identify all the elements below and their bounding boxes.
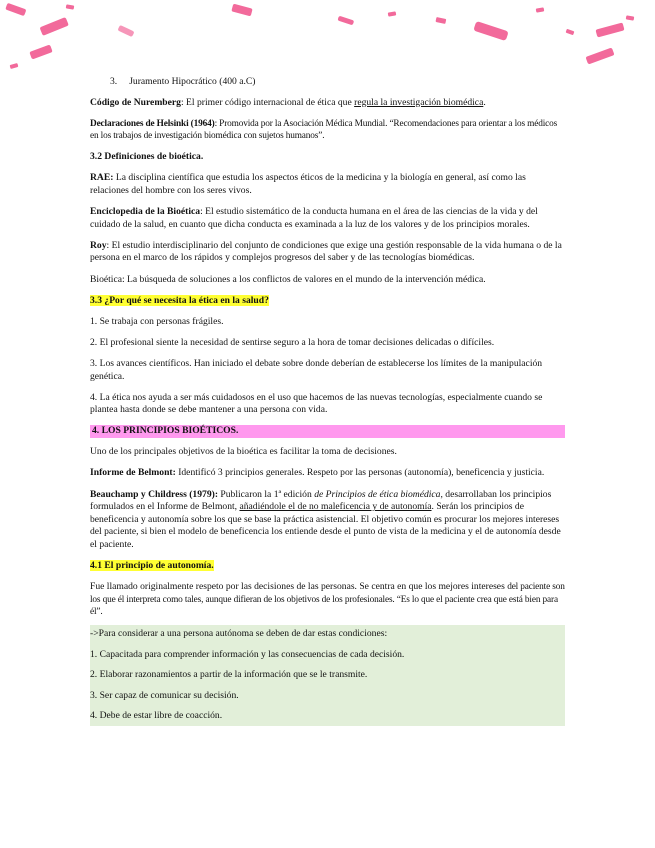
paragraph-helsinki: Declaraciones de Helsinki (1964): Promovida por la Asociación Médica Mundial. “Recomendaciones para orientar a los médicos en los trabajos de investigación biomédica con sujetos humanos”. (90, 118, 558, 142)
heading-3-3: 3.3 ¿Por qué se necesita la ética en la salud? (90, 294, 269, 306)
list-item: 4. La ética nos ayuda a ser más cuidadosos en el uso que hacemos de las nuevas tecnologías, especialmente cuando se plantea hasta donde se debe mantener a una persona con vida. (90, 391, 543, 416)
list-item: 2. El profesional siente la necesidad de sentirse seguro a la hora de tomar decisiones delicadas o difíciles. (90, 336, 495, 348)
document-page (90, 76, 565, 726)
paragraph-belmont: Informe de Belmont: Identificó 3 principios generales. Respeto por las personas (autonomía), beneficencia y justicia. (90, 467, 545, 479)
paragraph-rae: RAE: La disciplina científica que estudia los aspectos éticos de la medicina y la biología en general, así como las relaciones del hombre con los seres vivos. (90, 172, 526, 197)
paragraph-roy: Roy: El estudio interdisciplinario del conjunto de condiciones que exige una gestión responsable de la vida humana o de la persona en el marco de los rápidos y complejos progresos del saber y de las tecnologías biomédicas. (90, 239, 562, 264)
list-item: 3. Ser capaz de comunicar su decisión. (90, 689, 239, 701)
list-item: 2. Elaborar razonamientos a partir de la información que se le transmite. (90, 669, 368, 681)
heading-3-2: 3.2 Definiciones de bioética. (90, 151, 204, 163)
paragraph-autonomia: Fue llamado originalmente respeto por las decisiones de las personas. Se centra en que los mejores intereses del paciente son los que él interpreta como tales, aunque difieran de los objetivos de los profesionales. “Es lo que el paciente crea que está bien para él”. (90, 581, 565, 618)
list-item-juramento: 3. Juramento Hipocrático (400 a.C) (110, 76, 256, 87)
link-anadiendole[interactable]: añadiéndole el de no maleficencia y de autonomía (239, 501, 432, 513)
heading-4: 4. LOS PRINCIPIOS BIOÉTICOS. (90, 425, 565, 438)
list-item: 3. Los avances científicos. Han iniciado el debate sobre donde deberían de establecerse los límites de la manipulación genética. (90, 357, 543, 382)
list-item: 1. Se trabaja con personas frágiles. (90, 315, 224, 327)
paragraph-nuremberg: Código de Nuremberg: El primer código internacional de ética que regula la investigación biomédica. (90, 96, 486, 108)
list-item: 4. Debe de estar libre de coacción. (90, 710, 223, 722)
list-item: 1. Capacitada para comprender información y las consecuencias de cada decisión. (90, 648, 405, 660)
paragraph-beauchamp: Beauchamp y Childress (1979): Publicaron la 1ª edición de Principios de ética biomédica, desarrollaban los principios formulados en el Informe de Belmont, añadiéndole el de no maleficencia y de autonomía. Serán los principios de beneficencia y autonomía sobre los que se base la práctica asistencial. El objetivo común es procurar los mejores intereses del paciente, si bien el modelo de beneficencia los entiende desde el punto de vista de la medicina y el de autonomía desde el paciente. (90, 488, 561, 550)
paragraph-bioetica: Bioética: La búsqueda de soluciones a los conflictos de valores en el mundo de la intervención médica. (90, 273, 486, 285)
conditions-intro: ->Para considerar a una persona autónoma se deben de dar estas condiciones: (90, 627, 388, 639)
conditions-box (90, 625, 565, 726)
heading-4-1: 4.1 El principio de autonomía. (90, 560, 214, 572)
link-regula[interactable]: regula la investigación biomédica (354, 96, 484, 108)
paragraph-enciclopedia: Enciclopedia de la Bioética: El estudio sistemático de la conducta humana en el área de las ciencias de la vida y del cuidado de la salud, en cuanto que dicha conducta es examinada a la luz de los valores y de los principios morales. (90, 206, 538, 230)
paragraph-intro-principios: Uno de los principales objetivos de la bioética es facilitar la toma de decisiones. (90, 446, 397, 458)
